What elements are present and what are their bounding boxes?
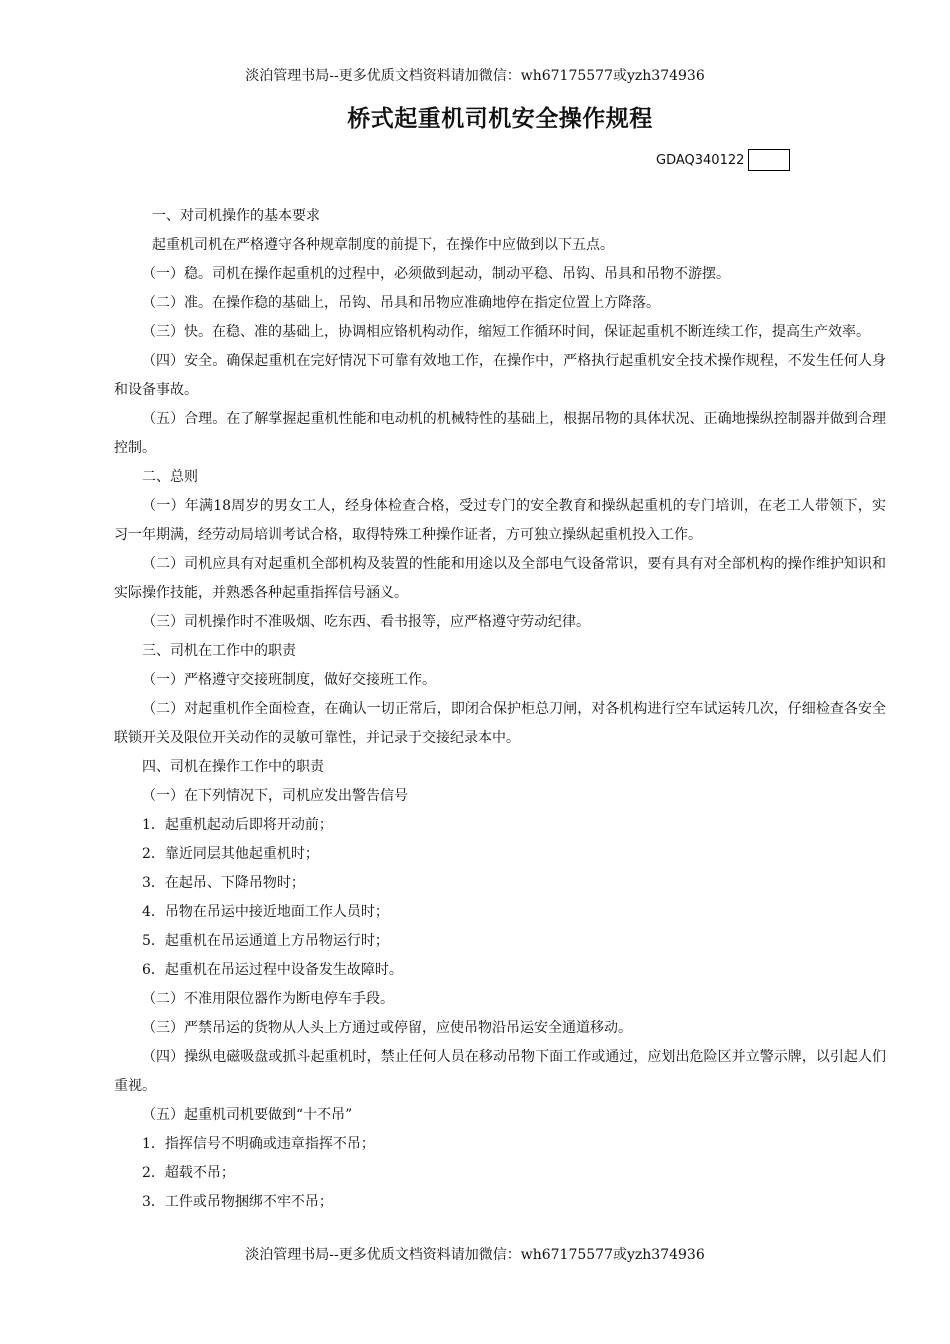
document-code-row: [656, 148, 790, 172]
paragraph: （二）不准用限位器作为断电停车手段。: [142, 991, 394, 1007]
section-heading: 四、司机在操作工作中的职责: [142, 759, 324, 775]
document-code: GDAQ340122: [656, 152, 745, 168]
list-item: 3．在起吊、下降吊物时；: [142, 875, 305, 891]
page-header-note: 淡泊管理书局--更多优质文档资料请加微信：wh67175577或yzh374936: [245, 68, 705, 84]
paragraph: （三）快。在稳、准的基础上，协调相应铬机构动作，缩短工作循环时间，保证起重机不断连续工作，提高生产效率。: [142, 324, 870, 340]
list-item: 6．起重机在吊运过程中设备发生故障时。: [142, 962, 403, 978]
paragraph: （二）司机应具有对起重机全部机构及装置的性能和用途以及全部电气设备常识，要有具有对全部机构的操作维护知识和实际操作技能，并熟悉各种起重指挥信号涵义。: [114, 556, 886, 601]
paragraph: 起重机司机在严格遵守各种规章制度的前提下，在操作中应做到以下五点。: [152, 237, 614, 253]
paragraph: （五）合理。在了解掌握起重机性能和电动机的机械特性的基础上，根据吊物的具体状况、正确地操纵控制器并做到合理控制。: [114, 411, 886, 456]
list-item: 2．靠近同层其他起重机时；: [142, 846, 319, 862]
section-heading: 三、司机在工作中的职责: [142, 643, 296, 659]
paragraph: （三）严禁吊运的货物从人头上方通过或停留，应使吊物沿吊运安全通道移动。: [142, 1020, 632, 1036]
page-footer-note: 淡泊管理书局--更多优质文档资料请加微信：wh67175577或yzh374936: [245, 1247, 705, 1263]
list-item: 1．指挥信号不明确或违章指挥不吊；: [142, 1136, 375, 1152]
list-item: 1．起重机起动后即将开动前；: [142, 817, 333, 833]
document-body: [114, 202, 886, 1217]
paragraph: （二）准。在操作稳的基础上，吊钩、吊具和吊物应准确地停在指定位置上方降落。: [142, 295, 660, 311]
paragraph: （二）对起重机作全面检查，在确认一切正常后，即闭合保护柜总刀闸，对各机构进行空车试运转几次，仔细检查各安全联锁开关及限位开关动作的灵敏可靠性，并记录于交接纪录本中。: [114, 701, 886, 746]
section-heading: 二、总则: [142, 469, 198, 485]
paragraph: （一）严格遵守交接班制度，做好交接班工作。: [142, 672, 436, 688]
list-item: 5．起重机在吊运通道上方吊物运行时；: [142, 933, 389, 949]
list-item: 2．超载不吊；: [142, 1165, 235, 1181]
document-title: 桥式起重机司机安全操作规程: [347, 106, 653, 132]
paragraph: （一）稳。司机在操作起重机的过程中，必须做到起动，制动平稳、吊钩、吊具和吊物不游摆。: [142, 266, 730, 282]
list-item: 4．吊物在吊运中接近地面工作人员时；: [142, 904, 389, 920]
paragraph: （五）起重机司机要做到“十不吊”: [142, 1107, 353, 1123]
paragraph: （一）年满18周岁的男女工人，经身体检查合格，受过专门的安全教育和操纵起重机的专门培训，在老工人带领下，实习一年期满，经劳动局培训考试合格，取得特殊工种操作证者，方可独立操纵起重机投入工作。: [114, 498, 886, 543]
paragraph: （三）司机操作时不准吸烟、吃东西、看书报等，应严格遵守劳动纪律。: [142, 614, 590, 630]
list-item: 3．工件或吊物捆绑不牢不吊；: [142, 1194, 333, 1210]
paragraph: （四）安全。确保起重机在完好情况下可靠有效地工作，在操作中，严格执行起重机安全技术操作规程，不发生任何人身和设备事故。: [114, 353, 886, 398]
paragraph: （一）在下列情况下，司机应发出警告信号: [142, 788, 408, 804]
paragraph: （四）操纵电磁吸盘或抓斗起重机时，禁止任何人员在移动吊物下面工作或通过，应划出危险区并立警示牌，以引起人们重视。: [114, 1049, 886, 1094]
section-heading: 一、对司机操作的基本要求: [152, 208, 320, 224]
document-code-box: [748, 149, 790, 171]
